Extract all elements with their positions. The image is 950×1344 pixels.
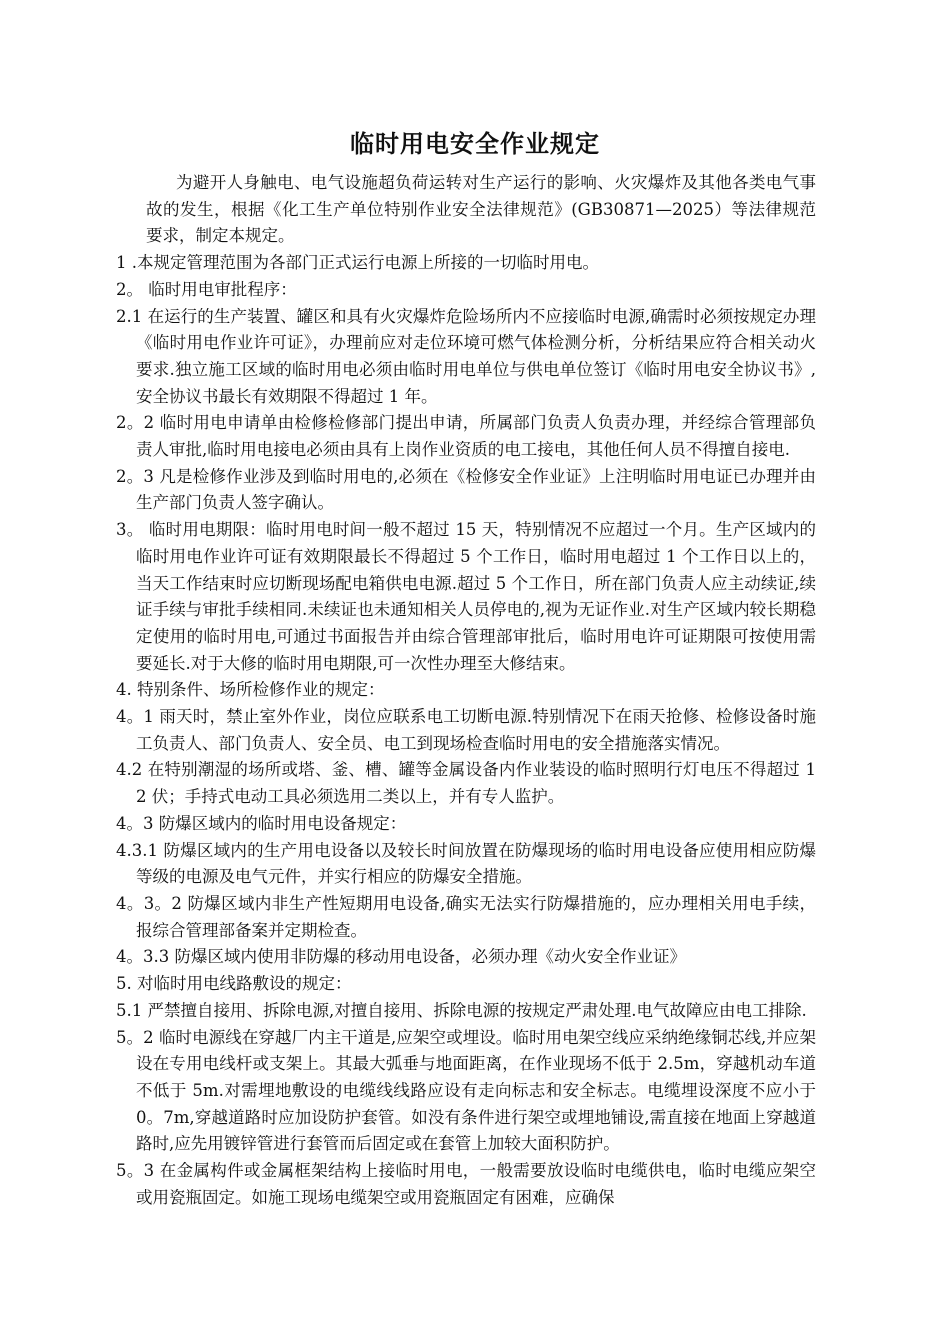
clause-2-3: 2。3 凡是检修作业涉及到临时用电的,必须在《检修安全作业证》上注明临时用电证已办理并由生产部门负责人签字确认。 bbox=[116, 466, 816, 513]
clause-4-1: 4。1 雨天时，禁止室外作业，岗位应联系电工切断电源.特别情况下在雨天抢修、检修设备时施工负责人、部门负责人、安全员、电工到现场检查临时用电的安全措施落实情况。 bbox=[116, 707, 816, 753]
clause-4-3-3: 4。3.3 防爆区域内使用非防爆的移动用电设备，必须办理《动火安全作业证》 bbox=[116, 947, 686, 967]
document-title: 临时用电安全作业规定 bbox=[350, 130, 600, 158]
clause-4-3-1: 4.3.1 防爆区域内的生产用电设备以及较长时间放置在防爆现场的临时用电设备应使用相应防爆等级的电源及电气元件，并实行相应的防爆安全措施。 bbox=[116, 840, 816, 887]
clause-5-3: 5。3 在金属构件或金属框架结构上接临时用电，一般需要放设临时电缆供电，临时电缆应架空或用瓷瓶固定。如施工现场电缆架空或用瓷瓶固定有困难，应确保 bbox=[116, 1161, 816, 1207]
clause-4-3: 4。3 防爆区域内的临时用电设备规定： bbox=[116, 813, 407, 833]
clause-4: 4. 特别条件、场所检修作业的规定： bbox=[116, 680, 385, 700]
clause-4-2: 4.2 在特别潮湿的场所或塔、釜、槽、罐等金属设备内作业装设的临时照明行灯电压不得超过 12 伏；手持式电动工具必须选用二类以上，并有专人监护。 bbox=[116, 760, 816, 807]
intro-paragraph: 为避开人身触电、电气设施超负荷运转对生产运行的影响、火灾爆炸及其他各类电气事故的发生，根据《化工生产单位特别作业安全法律规范》(GB30871—2025）等法律规范要求，制定本规定。 bbox=[146, 173, 816, 246]
clause-3: 3。 临时用电期限：临时用电时间一般不超过 15 天，特别情况不应超过一个月。生产区域内的临时用电作业许可证有效期限最长不得超过 5 个工作日，临时用电超过 1 个工作日以上的，当天工作结束时应切断现场配电箱供电电源.超过 5 个工作日，所在部门负责人应主动续证,续证手续与审批手续相同.未续证也未通知相关人员停电的,视为无证作业.对生产区域内较长期稳定使用的临时用电,可通过书面报告并由综合管理部审批后，临时用电许可证期限可按使用需要延长.对于大修的临时用电期限,可一次性办理至大修结束。 bbox=[116, 520, 816, 673]
document-body bbox=[116, 170, 816, 1211]
clause-5-1: 5.1 严禁擅自接用、拆除电源,对擅自接用、拆除电源的按规定严肃处理.电气故障应由电工排除. bbox=[116, 1000, 807, 1020]
clause-5: 5. 对临时用电线路敷设的规定： bbox=[116, 974, 352, 994]
clause-2: 2。 临时用电审批程序： bbox=[116, 279, 297, 299]
clause-5-2: 5。2 临时电源线在穿越厂内主干道是,应架空或埋设。临时用电架空线应采纳绝缘铜芯线,并应架设在专用电线杆或支架上。其最大弧垂与地面距离，在作业现场不低于 2.5m，穿越机动车道不低于 5m.对需埋地敷设的电缆线线路应设有走向标志和安全标志。电缆埋设深度不应小于 0。7m,穿越道路时应加设防护套管。如没有条件进行架空或埋地铺设,需直接在地面上穿越道路时,应先用镀锌管进行套管而后固定或在套管上加较大面积防护。 bbox=[116, 1027, 816, 1154]
clause-1: 1 .本规定管理范围为各部门正式运行电源上所接的一切临时用电。 bbox=[116, 253, 599, 273]
clause-2-1: 2.1 在运行的生产装置、罐区和具有火灾爆炸危险场所内不应接临时电源,确需时必须按规定办理《临时用电作业许可证》，办理前应对走位环境可燃气体检测分析，分析结果应符合相关动火要求.独立施工区域的临时用电必须由临时用电单位与供电单位签订《临时用电安全协议书》,安全协议书最长有效期限不得超过 1 年。 bbox=[116, 306, 816, 406]
clause-2-2: 2。2 临时用电申请单由检修检修部门提出申请，所属部门负责人负责办理，并经综合管理部负责人审批,临时用电接电必须由具有上岗作业资质的电工接电，其他任何人员不得擅自接电. bbox=[116, 413, 816, 460]
clause-4-3-2: 4。3。2 防爆区域内非生产性短期用电设备,确实无法实行防爆措施的，应办理相关用电手续，报综合管理部备案并定期检查。 bbox=[116, 893, 816, 940]
